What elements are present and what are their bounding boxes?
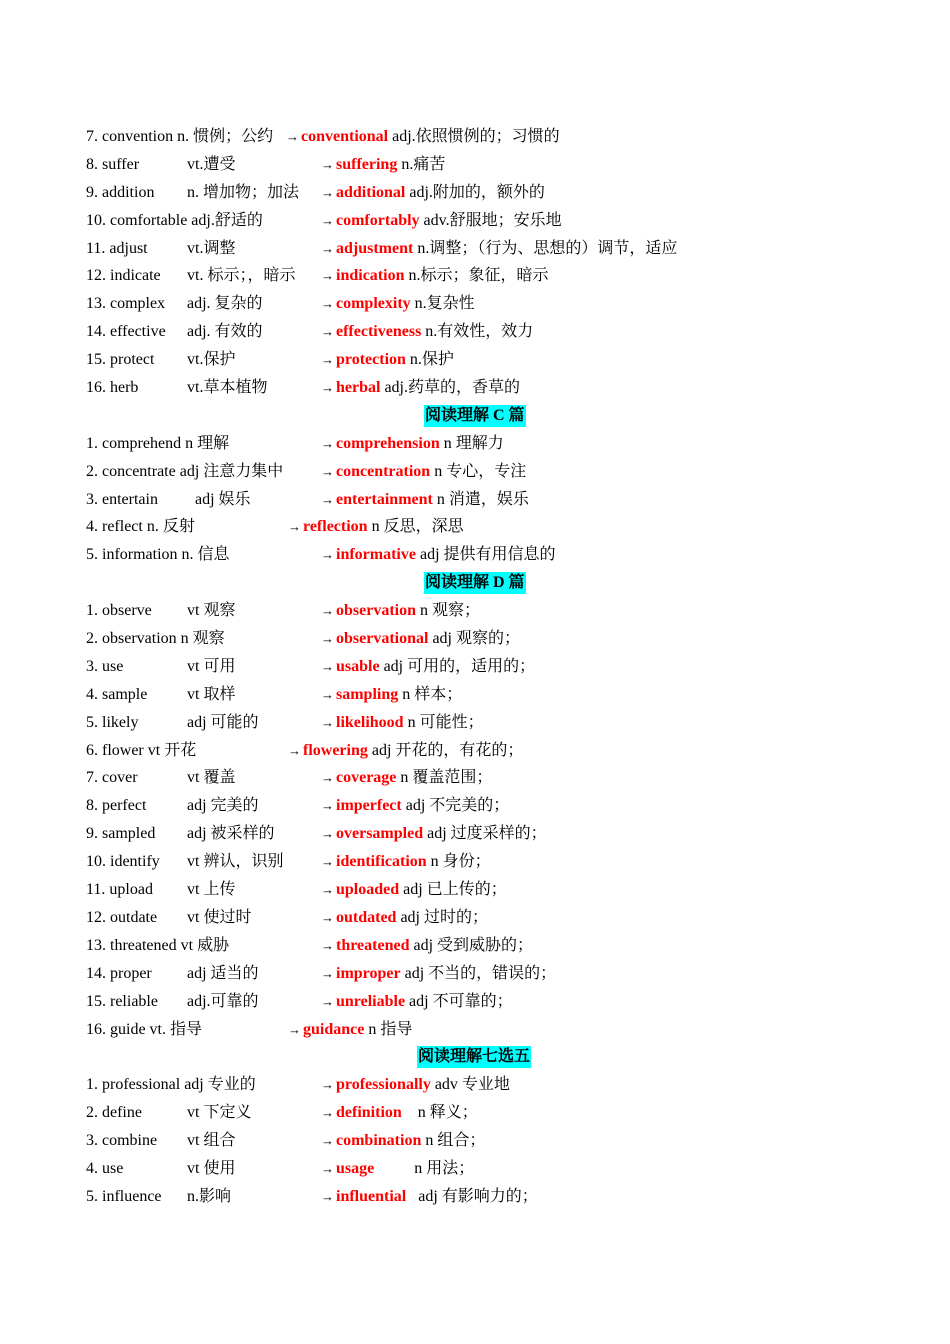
derived-meaning: adj 过度采样的；: [423, 825, 547, 843]
derived-meaning: adj 可用的，适用的；: [379, 657, 536, 675]
derived-word: influential: [336, 1187, 407, 1205]
vocab-line: [86, 374, 886, 402]
derived-word: protection: [336, 351, 406, 369]
source-word: 10. comfortable adj.舒适的: [86, 211, 263, 229]
derived-entry: [321, 151, 445, 179]
arrow-icon: →: [321, 380, 334, 396]
source-word: 7. cover: [86, 769, 138, 787]
derived-meaning: n 理解力: [439, 434, 504, 452]
derived-entry: [321, 653, 535, 681]
part-of-speech-meaning: vt 覆盖: [187, 769, 236, 787]
derived-meaning: adj 开花的，有花的；: [367, 741, 524, 759]
vocab-line: [86, 1183, 886, 1211]
derived-entry: [321, 1155, 474, 1183]
arrow-icon: →: [321, 631, 334, 647]
part-of-speech-meaning: adj 被采样的: [187, 825, 275, 843]
arrow-icon: →: [321, 686, 334, 702]
part-of-speech-meaning: vt 组合: [187, 1132, 236, 1150]
arrow-icon: →: [288, 519, 301, 535]
arrow-icon: →: [321, 212, 334, 228]
arrow-icon: →: [321, 993, 334, 1009]
derived-entry: [321, 1071, 510, 1099]
vocab-line: [86, 597, 886, 625]
source-word: 1. observe: [86, 602, 152, 620]
derived-meaning: n 指导: [364, 1020, 413, 1038]
derived-meaning: adv 专业地: [430, 1076, 510, 1094]
arrow-icon: →: [321, 826, 334, 842]
derived-meaning: adj 有影响力的；: [406, 1187, 538, 1205]
source-word: 2. concentrate adj 注意力集中: [86, 462, 284, 480]
derived-meaning: n.调整；（行为、思想的）调节，适应: [413, 239, 678, 257]
vocab-line: [86, 1155, 886, 1183]
arrow-icon: →: [321, 854, 334, 870]
part-of-speech-meaning: adj 娱乐: [195, 490, 251, 508]
arrow-icon: →: [321, 463, 334, 479]
derived-word: usable: [336, 657, 380, 675]
derived-word: conventional: [301, 128, 389, 145]
source-word: 14. proper: [86, 964, 152, 982]
vocab-line: [86, 960, 886, 988]
vocab-line: [86, 1127, 886, 1155]
vocab-line: [86, 1071, 886, 1099]
source-word: 12. indicate: [86, 267, 161, 285]
source-word: 8. suffer: [86, 155, 140, 173]
source-word: 7. convention n. 惯例；公约: [86, 128, 274, 145]
part-of-speech-meaning: vt.遭受: [187, 155, 236, 173]
section-heading: 阅读理解七选五: [417, 1046, 531, 1068]
part-of-speech-meaning: vt 使过时: [187, 908, 252, 926]
vocab-line: [86, 235, 886, 263]
derived-word: reflection: [303, 518, 368, 536]
part-of-speech-meaning: vt. 标示；，暗示: [187, 267, 296, 285]
part-of-speech-meaning: adj 完美的: [187, 797, 259, 815]
vocab-line: [86, 737, 886, 765]
derived-word: combination: [336, 1132, 422, 1150]
arrow-icon: →: [321, 770, 334, 786]
derived-entry: [321, 1127, 485, 1155]
derived-entry: [321, 541, 556, 569]
arrow-icon: →: [288, 1021, 301, 1037]
derived-meaning: adj 提供有用信息的: [415, 546, 556, 564]
arrow-icon: →: [321, 184, 334, 200]
derived-word: outdated: [336, 908, 397, 926]
arrow-icon: →: [321, 1077, 334, 1093]
arrow-icon: →: [321, 909, 334, 925]
part-of-speech-meaning: vt.草本植物: [187, 379, 268, 397]
vocab-line: [86, 346, 886, 374]
derived-entry: [288, 513, 464, 541]
derived-word: threatened: [336, 936, 410, 954]
source-word: 9. sampled: [86, 825, 156, 843]
derived-entry: [286, 123, 560, 151]
arrow-icon: →: [321, 240, 334, 256]
derived-meaning: n 覆盖范围；: [396, 769, 493, 787]
derived-word: oversampled: [336, 825, 424, 843]
derived-word: usage: [336, 1159, 375, 1177]
arrow-icon: →: [321, 435, 334, 451]
vocab-line: [86, 430, 886, 458]
derived-entry: [321, 430, 504, 458]
arrow-icon: →: [321, 714, 334, 730]
derived-entry: [321, 486, 529, 514]
derived-word: unreliable: [336, 992, 406, 1010]
derived-word: informative: [336, 546, 416, 564]
derived-word: identification: [336, 853, 427, 871]
vocab-line: [86, 151, 886, 179]
source-word: 13. complex: [86, 295, 166, 313]
derived-entry: [321, 597, 480, 625]
arrow-icon: →: [321, 882, 334, 898]
source-word: 3. entertain: [86, 490, 158, 508]
vocab-line: [86, 179, 886, 207]
derived-meaning: n 身份；: [426, 853, 491, 871]
source-word: 11. adjust: [86, 239, 148, 257]
derived-entry: [321, 207, 562, 235]
source-word: 1. comprehend n 理解: [86, 434, 230, 452]
derived-meaning: n 组合；: [421, 1132, 486, 1150]
arrow-icon: →: [321, 603, 334, 619]
arrow-icon: →: [321, 352, 334, 368]
source-word: 3. use: [86, 657, 124, 675]
arrow-icon: →: [288, 742, 301, 758]
source-word: 13. threatened vt 威胁: [86, 936, 230, 954]
derived-meaning: adj 过时的；: [396, 908, 489, 926]
derived-meaning: adj 不完美的；: [401, 797, 510, 815]
part-of-speech-meaning: vt 辨认，识别: [187, 853, 284, 871]
source-word: 15. reliable: [86, 992, 158, 1010]
part-of-speech-meaning: vt 观察: [187, 602, 236, 620]
part-of-speech-meaning: n. 增加物；加法: [187, 183, 300, 201]
part-of-speech-meaning: adj.可靠的: [187, 992, 259, 1010]
vocab-line: [86, 1016, 886, 1044]
derived-entry: [288, 1016, 412, 1044]
section-heading-row: [86, 402, 886, 430]
section-heading: 阅读理解 D 篇: [424, 572, 526, 594]
source-word: 16. guide vt. 指导: [86, 1020, 202, 1038]
derived-entry: [321, 1183, 538, 1211]
arrow-icon: →: [321, 658, 334, 674]
derived-entry: [321, 681, 462, 709]
part-of-speech-meaning: vt 上传: [187, 881, 236, 899]
derived-word: definition: [336, 1104, 402, 1122]
arrow-icon: →: [321, 1133, 334, 1149]
source-word: 1. professional adj 专业的: [86, 1076, 256, 1094]
vocab-line: [86, 653, 886, 681]
part-of-speech-meaning: vt.保护: [187, 351, 236, 369]
source-word: 9. addition: [86, 183, 155, 201]
derived-entry: [321, 848, 491, 876]
arrow-icon: →: [321, 1188, 334, 1204]
derived-meaning: adj 已上传的；: [399, 881, 507, 899]
part-of-speech-meaning: adj. 有效的: [187, 323, 263, 341]
vocab-line: [86, 486, 886, 514]
derived-word: improper: [336, 964, 401, 982]
source-word: 8. perfect: [86, 797, 147, 815]
vocab-line: [86, 513, 886, 541]
vocab-line: [86, 1099, 886, 1127]
derived-meaning: adj.附加的，额外的: [405, 183, 545, 201]
arrow-icon: →: [321, 156, 334, 172]
derived-entry: [321, 876, 507, 904]
derived-meaning: n 观察；: [416, 602, 481, 620]
derived-meaning: adj.依照惯例的；习惯的: [388, 128, 560, 145]
derived-word: complexity: [336, 295, 411, 313]
vocabulary-document: [86, 123, 886, 1211]
part-of-speech-meaning: vt 可用: [187, 657, 236, 675]
derived-word: additional: [336, 183, 406, 201]
derived-entry: [321, 346, 454, 374]
derived-word: indication: [336, 267, 405, 285]
derived-word: uploaded: [336, 881, 400, 899]
derived-entry: [321, 764, 492, 792]
derived-entry: [321, 179, 545, 207]
derived-meaning: adj 观察的；: [428, 630, 521, 648]
derived-word: observational: [336, 630, 429, 648]
vocab-line: [86, 541, 886, 569]
derived-word: comfortably: [336, 211, 420, 229]
derived-meaning: adj.药草的，香草的: [380, 379, 521, 397]
vocab-line: [86, 207, 886, 235]
vocab-line: [86, 318, 886, 346]
source-word: 16. herb: [86, 379, 139, 397]
vocab-line: [86, 764, 886, 792]
vocab-line: [86, 820, 886, 848]
derived-meaning: n.保护: [405, 351, 454, 369]
derived-word: concentration: [336, 462, 431, 480]
arrow-icon: →: [321, 324, 334, 340]
derived-word: adjustment: [336, 239, 414, 257]
source-word: 14. effective: [86, 323, 166, 341]
derived-meaning: n.痛苦: [397, 155, 446, 173]
derived-meaning: n 用法；: [374, 1159, 475, 1177]
derived-meaning: adj 不可靠的；: [405, 992, 513, 1010]
derived-meaning: n.标示；象征，暗示: [404, 267, 549, 285]
source-word: 15. protect: [86, 351, 155, 369]
derived-meaning: n 专心，专注: [430, 462, 527, 480]
source-word: 3. combine: [86, 1132, 158, 1150]
vocab-line: [86, 262, 886, 290]
derived-entry: [321, 458, 526, 486]
source-word: 2. observation n 观察: [86, 630, 225, 648]
vocab-line: [86, 904, 886, 932]
derived-meaning: n 消遣，娱乐: [432, 490, 529, 508]
part-of-speech-meaning: vt 使用: [187, 1159, 236, 1177]
derived-meaning: adj 受到威胁的；: [409, 936, 534, 954]
derived-meaning: n.有效性，效力: [421, 323, 534, 341]
arrow-icon: →: [321, 937, 334, 953]
vocab-line: [86, 932, 886, 960]
arrow-icon: →: [286, 129, 299, 144]
arrow-icon: →: [321, 798, 334, 814]
derived-word: likelihood: [336, 713, 404, 731]
derived-meaning: adv.舒服地；安乐地: [419, 211, 562, 229]
arrow-icon: →: [321, 965, 334, 981]
derived-entry: [321, 932, 533, 960]
derived-word: professionally: [336, 1076, 431, 1094]
derived-entry: [321, 792, 509, 820]
vocab-line: [86, 792, 886, 820]
derived-word: guidance: [303, 1020, 365, 1038]
source-word: 5. likely: [86, 713, 139, 731]
arrow-icon: →: [321, 296, 334, 312]
derived-entry: [321, 262, 548, 290]
source-word: 12. outdate: [86, 908, 158, 926]
vocab-line: [86, 123, 886, 151]
derived-entry: [288, 737, 523, 765]
derived-word: imperfect: [336, 797, 402, 815]
arrow-icon: →: [321, 268, 334, 284]
source-word: 5. influence: [86, 1187, 162, 1205]
derived-entry: [321, 820, 547, 848]
vocab-line: [86, 625, 886, 653]
derived-word: observation: [336, 602, 416, 620]
derived-entry: [321, 290, 475, 318]
vocab-line: [86, 848, 886, 876]
vocab-line: [86, 988, 886, 1016]
derived-entry: [321, 960, 556, 988]
part-of-speech-meaning: vt 下定义: [187, 1104, 252, 1122]
vocab-line: [86, 876, 886, 904]
derived-meaning: n.复杂性: [410, 295, 475, 313]
source-word: 11. upload: [86, 881, 153, 899]
part-of-speech-meaning: vt 取样: [187, 685, 236, 703]
arrow-icon: →: [321, 547, 334, 563]
arrow-icon: →: [321, 491, 334, 507]
derived-entry: [321, 709, 484, 737]
vocab-line: [86, 290, 886, 318]
source-word: 6. flower vt 开花: [86, 741, 197, 759]
section-heading: 阅读理解 C 篇: [424, 405, 526, 427]
derived-meaning: adj 不当的，错误的；: [400, 964, 557, 982]
arrow-icon: →: [321, 1105, 334, 1121]
arrow-icon: →: [321, 1160, 334, 1176]
source-word: 4. sample: [86, 685, 148, 703]
derived-word: effectiveness: [336, 323, 422, 341]
derived-word: flowering: [303, 741, 368, 759]
section-heading-row: [86, 569, 886, 597]
vocab-line: [86, 681, 886, 709]
source-word: 10. identify: [86, 853, 160, 871]
source-word: 2. define: [86, 1104, 142, 1122]
derived-entry: [321, 235, 677, 263]
part-of-speech-meaning: vt.调整: [187, 239, 236, 257]
derived-meaning: n 释义；: [401, 1104, 478, 1122]
part-of-speech-meaning: adj 可能的: [187, 713, 259, 731]
derived-entry: [321, 318, 533, 346]
derived-meaning: n 样本；: [398, 685, 463, 703]
derived-meaning: n 反思，深思: [367, 518, 464, 536]
part-of-speech-meaning: adj 适当的: [187, 964, 259, 982]
part-of-speech-meaning: adj. 复杂的: [187, 295, 263, 313]
source-word: 4. use: [86, 1159, 124, 1177]
derived-word: herbal: [336, 379, 381, 397]
derived-word: comprehension: [336, 434, 440, 452]
derived-entry: [321, 988, 513, 1016]
vocab-line: [86, 458, 886, 486]
derived-word: suffering: [336, 155, 398, 173]
part-of-speech-meaning: n.影响: [187, 1187, 232, 1205]
derived-word: entertainment: [336, 490, 433, 508]
derived-entry: [321, 625, 520, 653]
vocab-line: [86, 709, 886, 737]
derived-word: coverage: [336, 769, 397, 787]
section-heading-row: [86, 1043, 886, 1071]
derived-entry: [321, 1099, 478, 1127]
derived-entry: [321, 374, 520, 402]
derived-word: sampling: [336, 685, 399, 703]
source-word: 5. information n. 信息: [86, 546, 230, 564]
derived-entry: [321, 904, 488, 932]
source-word: 4. reflect n. 反射: [86, 518, 195, 536]
derived-meaning: n 可能性；: [403, 713, 484, 731]
